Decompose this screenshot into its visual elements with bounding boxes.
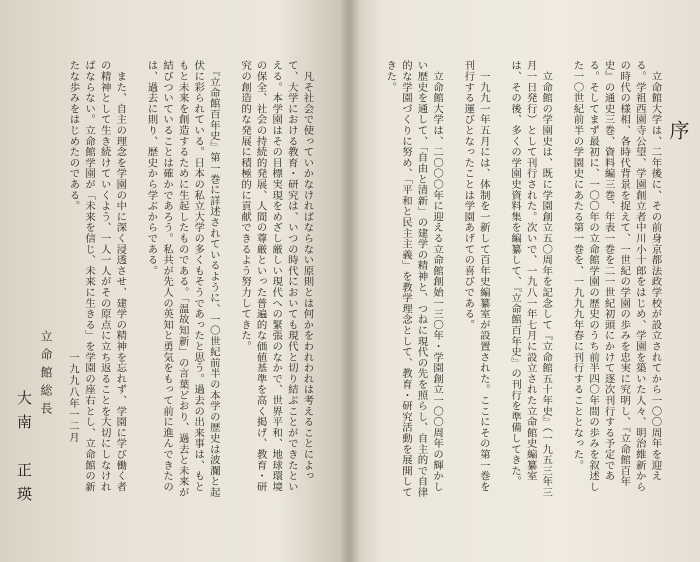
left-page-body <box>58 60 330 500</box>
paragraph: 一九九一年五月には、体制を一新して百年史編纂室が設置された。ここにその第一巻を刊行する運びとなったことは学園あげての喜びである。 <box>462 60 490 492</box>
paragraph: 立命館大学は、二〇〇〇年に迎える立命館創始一三〇年・学園創立一〇〇周年の輝かしい歴史を通して、「自由と清新」の建学の精神と、つねに現代の先を照らし、自主的で自律的な学園づくりに努め、「平和と民主主義」を教学理念として、教育・研究活動を展開してきた。 <box>384 60 444 498</box>
book-gutter <box>340 0 360 562</box>
paragraph: また、自主の理念を学園の中に深く浸透させ、建学の精神を忘れず、学園に学び働く者の精神として生き続けていくよう、一人一人がその原点に立ち返ることを大切にしなければならない。立命館学園が「未来を信じ、未来に生きる」を学園の座右とし、立命館の新たな歩みをはじめたのである。 <box>67 60 127 492</box>
preface-heading: 序 <box>666 120 690 144</box>
preface-date: 一九九八年一二月 <box>67 352 79 444</box>
paragraph: 凡そ社会で使っていかなければならない原則とは何かをわれわれは考えることによって、大学における教育・研究は、いつの時代においても現代と切り結ぶことができたといえる。本学園はその目標実現をめざし厳しい現代への緊張のなかで、世界平和、地球環境の保全、社会の持続的発展、人間の尊厳といった普遍的な価値基準を高く掲げ、教育・研究の創造的な発展に積極的に貢献できるよう努力してきた。 <box>239 60 314 492</box>
signature-name: 大南 正瑛 <box>15 390 33 510</box>
paragraph: 『立命館百年史』第一巻に詳述されているように、一〇世紀前半の本学の歴史は波瀾と起伏に彩られている。日本の私立大学の多くもそうであったと思う。過去の出来事は、もともと未来を創造するために生起したものである。「温故知新」の言葉どおり、過去と未来が結びついていることは確かであろう。私共が先人の英知と勇気をもって前に進んできたのは、過去に則り、歴史から学ぶからである。 <box>145 60 220 498</box>
right-page-body <box>366 60 678 500</box>
paragraph: 立命館大学は、二年後に、その前身京都法政学校が設立されてから一〇〇周年を迎える。学祖西園寺公望、学園創立者中川小十郎をはじめ、学園を築いた人々、明治維新からの時代の様相、各時代背景を捉えて、一世紀の学園の歩みを忠実に究明し、『立命館百年史』の通史三巻、資料編三巻、年表一巻を二一世紀初頭にかけて逐次刊行する予定である。そしてまず最初に、一〇〇年の立命館学園の歴史のうち前半四〇年間の歩みを叙述した一〇世紀前半の学園史にあたる第一巻を、一九九九年春に刊行することとなった。 <box>571 60 662 492</box>
paragraph: 立命館の学園史は、既に学園創立五〇周年を記念して『立命館五十年史』（一九五三年三月一日発行）として刊行された。次いで、一九八一年七月に設立された立命館史編纂室は、その後、多くの学園史資料集を編纂して、『立命館百年史』の刊行を準備してきた。 <box>509 60 553 498</box>
signature-title: 立命館総長 <box>39 330 53 420</box>
